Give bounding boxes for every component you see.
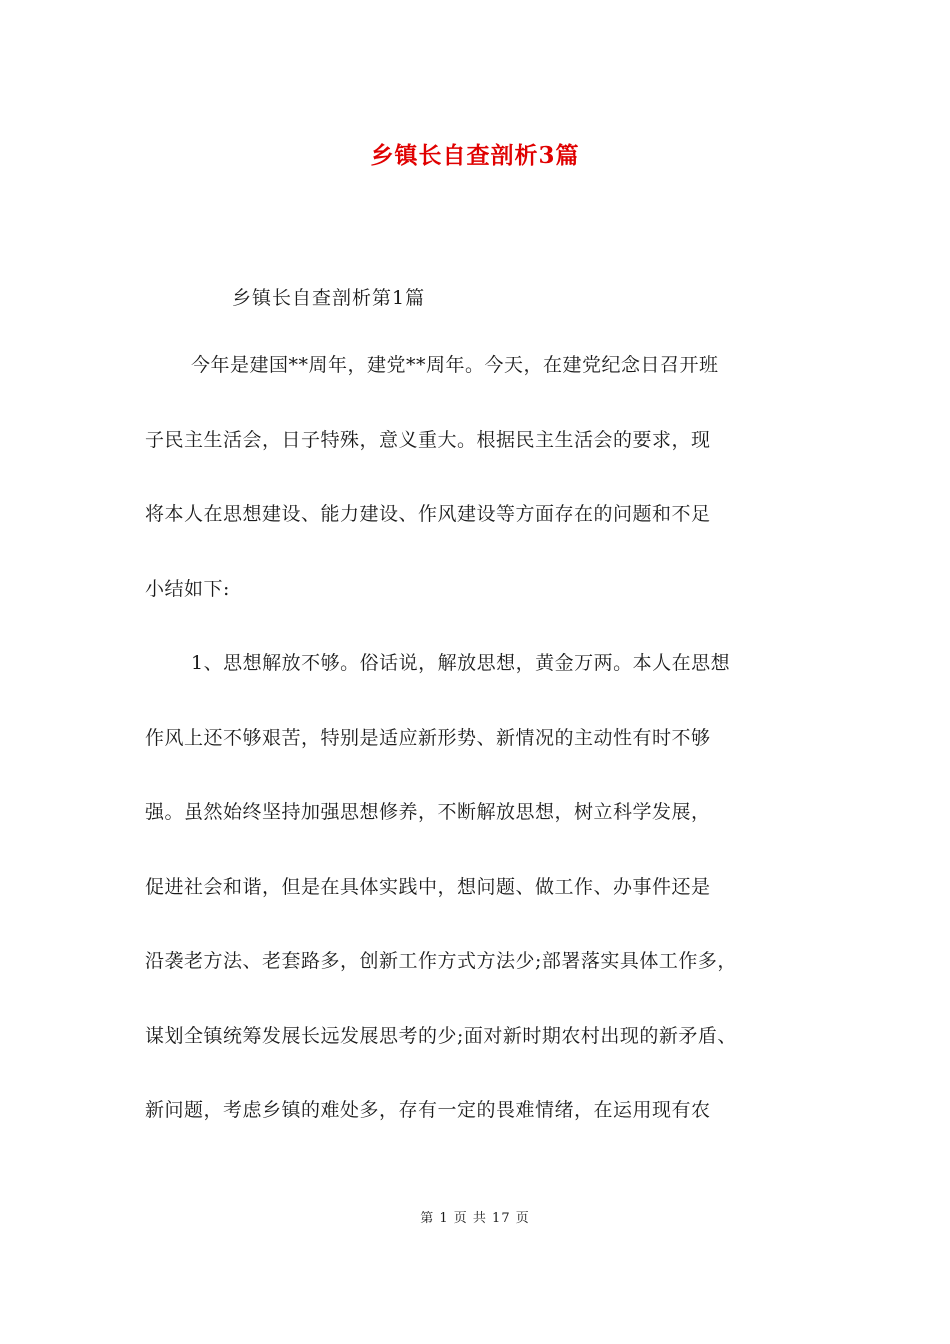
section-heading: 乡镇长自查剖析第1篇 <box>232 287 426 309</box>
paragraph-line: 小结如下: <box>145 577 230 600</box>
paragraph-line: 将本人在思想建设、能力建设、作风建设等方面存在的问题和不足 <box>145 503 711 525</box>
body-text <box>145 345 813 1165</box>
paragraph-line: 新问题，考虑乡镇的难处多，存有一定的畏难情绪，在运用现有农 <box>145 1099 711 1121</box>
page-number: 第 1 页 共 17 页 <box>420 1211 530 1226</box>
paragraph-line: 谋划全镇统筹发展长远发展思考的少;面对新时期农村出现的新矛盾、 <box>145 1024 737 1047</box>
document-title: 乡镇长自查剖析3篇 <box>370 142 580 169</box>
paragraph-line: 强。虽然始终坚持加强思想修养，不断解放思想，树立科学发展， <box>145 801 711 823</box>
paragraph-line: 促进社会和谐，但是在具体实践中，想问题、做工作、办事件还是 <box>145 875 711 898</box>
paragraph-line: 作风上还不够艰苦，特别是适应新形势、新情况的主动性有时不够 <box>145 726 711 749</box>
paragraph-line: 沿袭老方法、老套路多，创新工作方式方法少;部署落实具体工作多， <box>145 950 737 972</box>
paragraph-line: 1、思想解放不够。俗话说，解放思想，黄金万两。本人在思想 <box>191 652 731 674</box>
paragraph-line: 今年是建国**周年，建党**周年。今天，在建党纪念日召开班 <box>191 354 719 376</box>
paragraph-line: 子民主生活会，日子特殊，意义重大。根据民主生活会的要求，现 <box>145 428 711 451</box>
